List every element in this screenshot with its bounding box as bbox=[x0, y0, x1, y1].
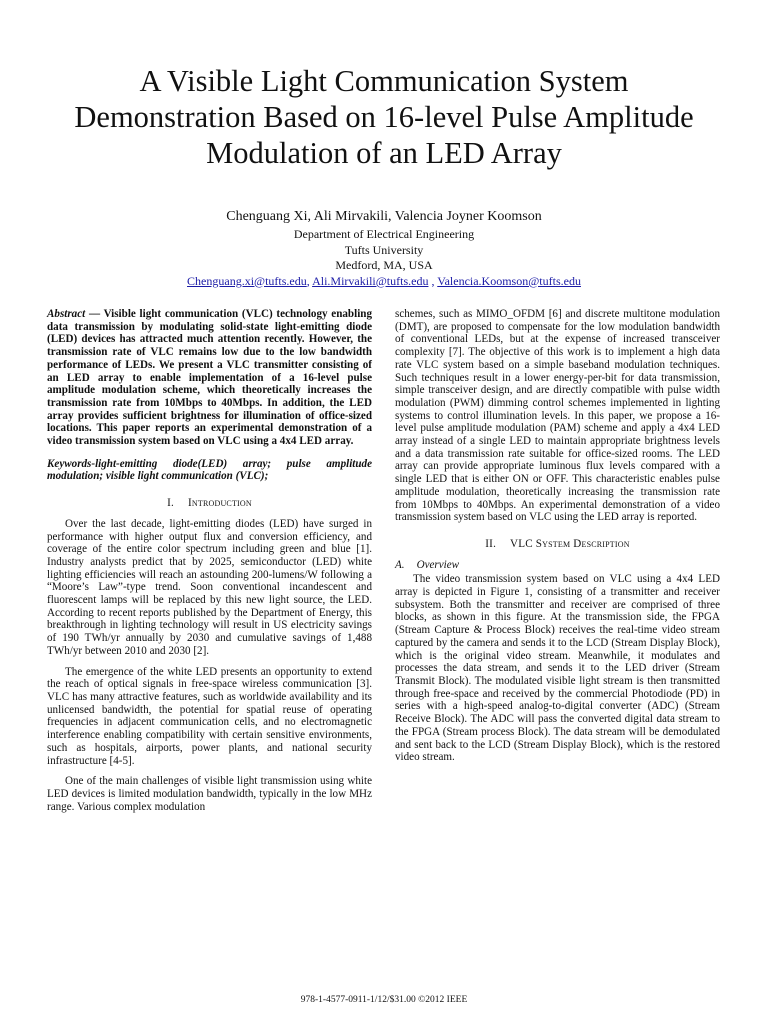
right-column bbox=[395, 308, 720, 772]
intro-paragraph-2: The emergence of the white LED presents an opportunity to extend the reach of optical signals in free-space wireless communication [3]. VLC has many attractive features, such as worldwide availability and its unlicensed bandwidth, the potential for spatial reuse of operating frequencies in adjacent communication cells, and no electromagnetic interference enabling compatibility with certain sensitive environments, such as hospitals, airports, power plants, and national security infrastructure [4-5]. bbox=[47, 665, 372, 767]
paper-title bbox=[40, 63, 728, 171]
section-heading-system-description bbox=[395, 538, 720, 551]
section-title: Introduction bbox=[188, 497, 252, 510]
overview-paragraph: The video transmission system based on VLC using a 4x4 LED array is depicted in Figure 1, consisting of a transmitter and receiver subsystem. Both the transmitter and receiver are comprised of three blocks, as shown in this figure. At the transmission side, the FPGA (Stream Capture & Process Block) receives the real-time video stream captured by the camera and sends it to the LCD (Stream Display Block), which is the original video stream. Meanwhile, it modulates and processes the data stream, and sends it to the LED driver (Stream Transmit Block). The modulated visible light stream is then transmitted through free-space and received by the commercial Photodiode (PD) in series with a high-speed analog-to-digital converter (ADC) (Stream Receive Block). The ADC will pass the converted digital data stream to the FPGA (Stream process Block). The data stream will be demodulated and sent back to the LCD (Stream Display Block), which is the restored video stream. bbox=[395, 573, 720, 764]
subsection-title: Overview bbox=[416, 558, 460, 571]
intro-paragraph-1: Over the last decade, light-emitting diodes (LED) have surged in performance with higher output flux and conversion efficiency, and coverage of the entire color spectrum including green and blue [1]. Industry analysts predict that by 2025, semiconductor (LED) white lighting efficiencies will reach an astounding 200-lumens/W following a “Moore’s Law”-type trend. Soon conventional incandescent and fluorescent lamps will be replaced by this new light source, the LED. According to recent reports published by the Department of Energy, this breakthrough in lighting technology will result in US electricity savings of 190 TWh/yr annually by 2030 and cumulative savings of 1,488 TWh/yr between 2010 and 2030 [2]. bbox=[47, 517, 372, 657]
email-separator: , bbox=[306, 273, 313, 288]
abstract-dash: — bbox=[85, 308, 104, 320]
abstract bbox=[47, 308, 372, 448]
author-list: Chenguang Xi, Ali Mirvakili, Valencia Joyner Koomson bbox=[226, 209, 542, 224]
affiliation-location: Medford, MA, USA bbox=[335, 258, 433, 272]
email-separator: , bbox=[428, 273, 438, 288]
section-number: I. bbox=[167, 497, 174, 510]
title-line-1: A Visible Light Communication System bbox=[139, 64, 629, 98]
abstract-heading: Abstract bbox=[47, 308, 86, 320]
intro-paragraph-3: One of the main challenges of visible light transmission using white LED devices is limited modulation bandwidth, typically in the low MHz range. Various complex modulation bbox=[47, 775, 372, 813]
email-list bbox=[40, 274, 728, 290]
title-line-3: Modulation of an LED Array bbox=[206, 136, 562, 170]
affiliation-department: Department of Electrical Engineering bbox=[293, 227, 475, 241]
copyright-footer: 978-1-4577-0911-1/12/$31.00 ©2012 IEEE bbox=[300, 995, 468, 1005]
section-number: II. bbox=[485, 537, 497, 550]
left-column bbox=[47, 308, 372, 821]
abstract-body: Visible light communication (VLC) technology enabling data transmission by modulating solid-state light-emitting diode (LED) devices has attracted much attention recently. However, the transmission rate of VLC remains low due to the low bandwidth performance of LEDs. We present a VLC transmitter consisting of an LED array to enable implementation of a 16-level pulse amplitude modulation scheme, which theoretically increases the transmission rate from 10Mbps to 40Mbps. In addition, the LED array provides sufficient brightness for illumination of office-sized locations. This paper reports an experimental demonstration of a video transmission system based on VLC using a 4x4 LED array. bbox=[47, 308, 372, 448]
affiliation-university: Tufts University bbox=[344, 242, 424, 257]
subsection-label: A. bbox=[395, 558, 405, 571]
subsection-heading-overview bbox=[395, 559, 720, 572]
section-title: VLC System Description bbox=[510, 537, 630, 550]
intro-paragraph-continued: schemes, such as MIMO_OFDM [6] and discrete multitone modulation (DMT), are proposed to compensate for the low modulation bandwidth of conventional LEDs, but at the expense of increased transceiver complexity [7]. The objective of this work is to implement a high data rate VLC system based on a simple baseband modulation techniques. Such techniques result in a lower energy-per-bit for data transmission, simple transceiver design, and are directly compatible with pulse width modulation (PWM) dimming control schemes implemented in lighting systems to control illumination levels. In this paper, we propose a 16-level pulse amplitude modulation (PAM) scheme and apply a 4x4 LED array instead of a single LED to maintain appropriate brightness levels and a data transmission rate suitable for office-sized rooms. The LED array can provide appropriate luminous flux levels compared with a single LED that is either ON or OFF. This characteristic enables pulse amplitude modulation, theoretically increasing the transmission rate from 10Mbps to 40Mbps. An experimental demonstration of a video transmission system based on VLC using the LED array is reported. bbox=[395, 308, 720, 524]
title-line-2: Demonstration Based on 16-level Pulse Amplitude bbox=[74, 100, 694, 134]
email-link-xi[interactable]: Chenguang.xi@tufts.edu bbox=[187, 273, 307, 288]
section-heading-introduction bbox=[47, 497, 372, 510]
affiliation-block bbox=[40, 227, 728, 289]
email-link-mirvakili[interactable]: Ali.Mirvakili@tufts.edu bbox=[312, 273, 429, 288]
email-link-koomson[interactable]: Valencia.Koomson@tufts.edu bbox=[437, 273, 581, 288]
keywords: Keywords-light-emitting diode(LED) array; pulse amplitude modulation; visible light communication (VLC); bbox=[47, 457, 372, 483]
